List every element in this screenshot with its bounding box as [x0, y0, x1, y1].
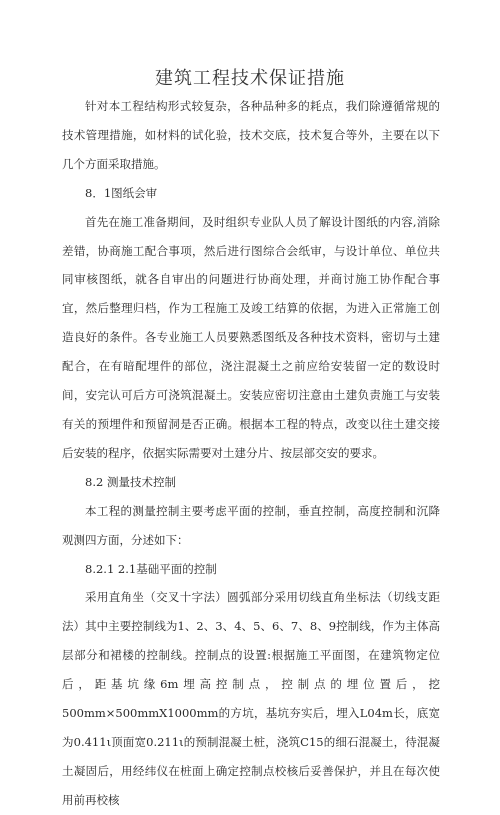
drawing-review-paragraph: 首先在施工准备期间，及时组织专业队人员了解设计图纸的内容,消除差错，协商施工配合事项，然后进行图综合会纸审，与设计单位、单位共同审核图纸，就各自审出的问题进行协商处理，并商讨施工协作配合事宜，然后整理归档，作为工程施工及竣工结算的依据，为进入正常施工创造良好的条件。各专业施工人员要熟悉图纸及各种技术资料，密切与土建配合，在有暗配埋件的部位，浇注混凝土之前应给安装留一定的数设时间，安完认可后方可浇筑混凝土。安装应密切注意由土建负责施工与安装有关的预埋件和预留洞是否正确。根据本工程的特点，改变以往土建交接后安装的程序，依据实际需要对土建分片、按层部交安的要求。: [62, 214, 440, 460]
section-heading-8-2-1: 8.2.1 2.1基础平面的控制: [85, 561, 217, 576]
document-title: 建筑工程技术保证措施: [155, 68, 345, 89]
document-body: [62, 92, 440, 815]
foundation-control-paragraph: 采用直角坐（交叉十字法）圆弧部分采用切线直角坐标法（切线支距法）其中主要控制线为1、2、3、4、5、6、7、8、9控制线，作为主体高层部分和裙楼的控制线。控制点的设置:根据施工平面图，在建筑物定位后，距基坑缘6m埋高控制点，控制点的埋位置后，挖500mm×500mmX1000mm的方坑，基坑夯实后，埋入L04m长，底宽为0.411ι顶面宽0.211ι的预制混凝土桩，浇筑C15的细石混凝土，待混凝土凝固后，用经纬仪在桩面上确定控制点校核后妥善保护，并且在每次使用前再校核: [62, 590, 440, 807]
survey-control-paragraph: 本工程的测量控制主要考虑平面的控制，垂直控制，高度控制和沉降观测四方面，分述如下：: [62, 503, 440, 547]
section-heading-8-2: 8.2 测量技术控制: [85, 474, 176, 489]
intro-paragraph: 针对本工程结构形式较复杂，各种品种多的耗点，我们除遵循常规的技术管理措施，如材料的试化验，技术交底，技术复合等外，主要在以下几个方面采取措施。: [62, 99, 440, 171]
section-heading-8-1: 8．1图纸会审: [85, 185, 158, 200]
